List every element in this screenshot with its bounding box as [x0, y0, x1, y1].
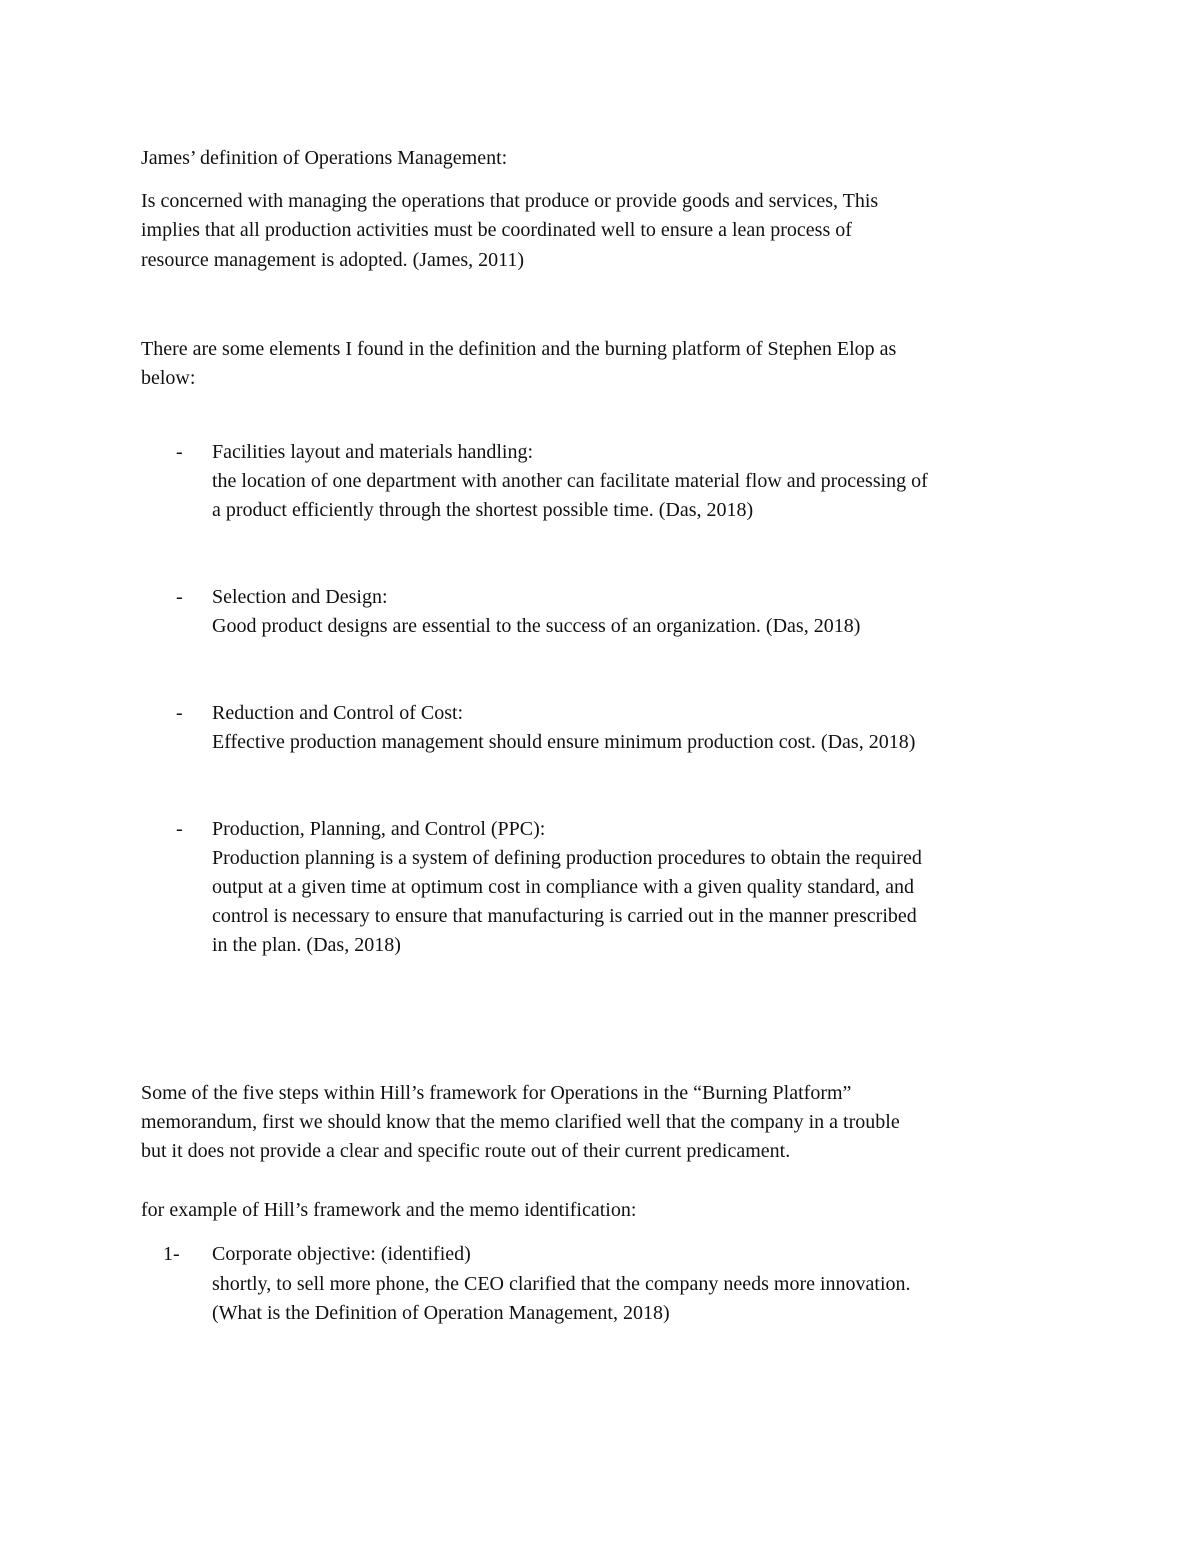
element-title: Reduction and Control of Cost: — [212, 702, 464, 724]
hill-line-1: Some of the five steps within Hill’s framework for Operations in the “Burning Platform” — [141, 1082, 852, 1104]
list-bullet: - — [176, 441, 183, 463]
hill-line-2: memorandum, first we should know that the memo clarified well that the company in a trouble — [141, 1111, 900, 1133]
step-text-line: shortly, to sell more phone, the CEO clarified that the company needs more innovation. — [212, 1273, 911, 1295]
element-text-line: Good product designs are essential to the success of an organization. (Das, 2018) — [212, 615, 861, 637]
element-title: Selection and Design: — [212, 586, 388, 608]
element-text-line: control is necessary to ensure that manufacturing is carried out in the manner prescribed — [212, 905, 917, 927]
example-line: for example of Hill’s framework and the memo identification: — [141, 1199, 637, 1221]
list-bullet: - — [176, 818, 183, 840]
element-text-line: Effective production management should ensure minimum production cost. (Das, 2018) — [212, 731, 916, 753]
hill-line-3: but it does not provide a clear and specific route out of their current predicament. — [141, 1140, 791, 1162]
element-text-line: output at a given time at optimum cost in compliance with a given quality standard, and — [212, 876, 915, 898]
element-text-line: a product efficiently through the shortest possible time. (Das, 2018) — [212, 499, 754, 521]
element-text-line: the location of one department with another can facilitate material flow and processing of — [212, 470, 928, 492]
elements-intro-line-1: There are some elements I found in the definition and the burning platform of Stephen Elop as — [141, 338, 897, 360]
elements-intro-line-2: below: — [141, 367, 196, 389]
intro-line-2: implies that all production activities must be coordinated well to ensure a lean process of — [141, 219, 852, 241]
intro-heading: James’ definition of Operations Management: — [141, 147, 508, 169]
intro-line-3: resource management is adopted. (James, 2011) — [141, 249, 525, 271]
element-text-line: Production planning is a system of defining production procedures to obtain the required — [212, 847, 922, 869]
list-bullet: - — [176, 586, 183, 608]
element-title: Facilities layout and materials handling: — [212, 441, 534, 463]
intro-line-1: Is concerned with managing the operations that produce or provide goods and services, This — [141, 190, 879, 212]
step-text-line: (What is the Definition of Operation Management, 2018) — [212, 1302, 670, 1324]
element-title: Production, Planning, and Control (PPC): — [212, 818, 546, 840]
list-bullet: - — [176, 702, 183, 724]
element-text-line: in the plan. (Das, 2018) — [212, 934, 401, 956]
step-title: Corporate objective: (identified) — [212, 1243, 471, 1265]
list-number: 1- — [163, 1243, 180, 1265]
